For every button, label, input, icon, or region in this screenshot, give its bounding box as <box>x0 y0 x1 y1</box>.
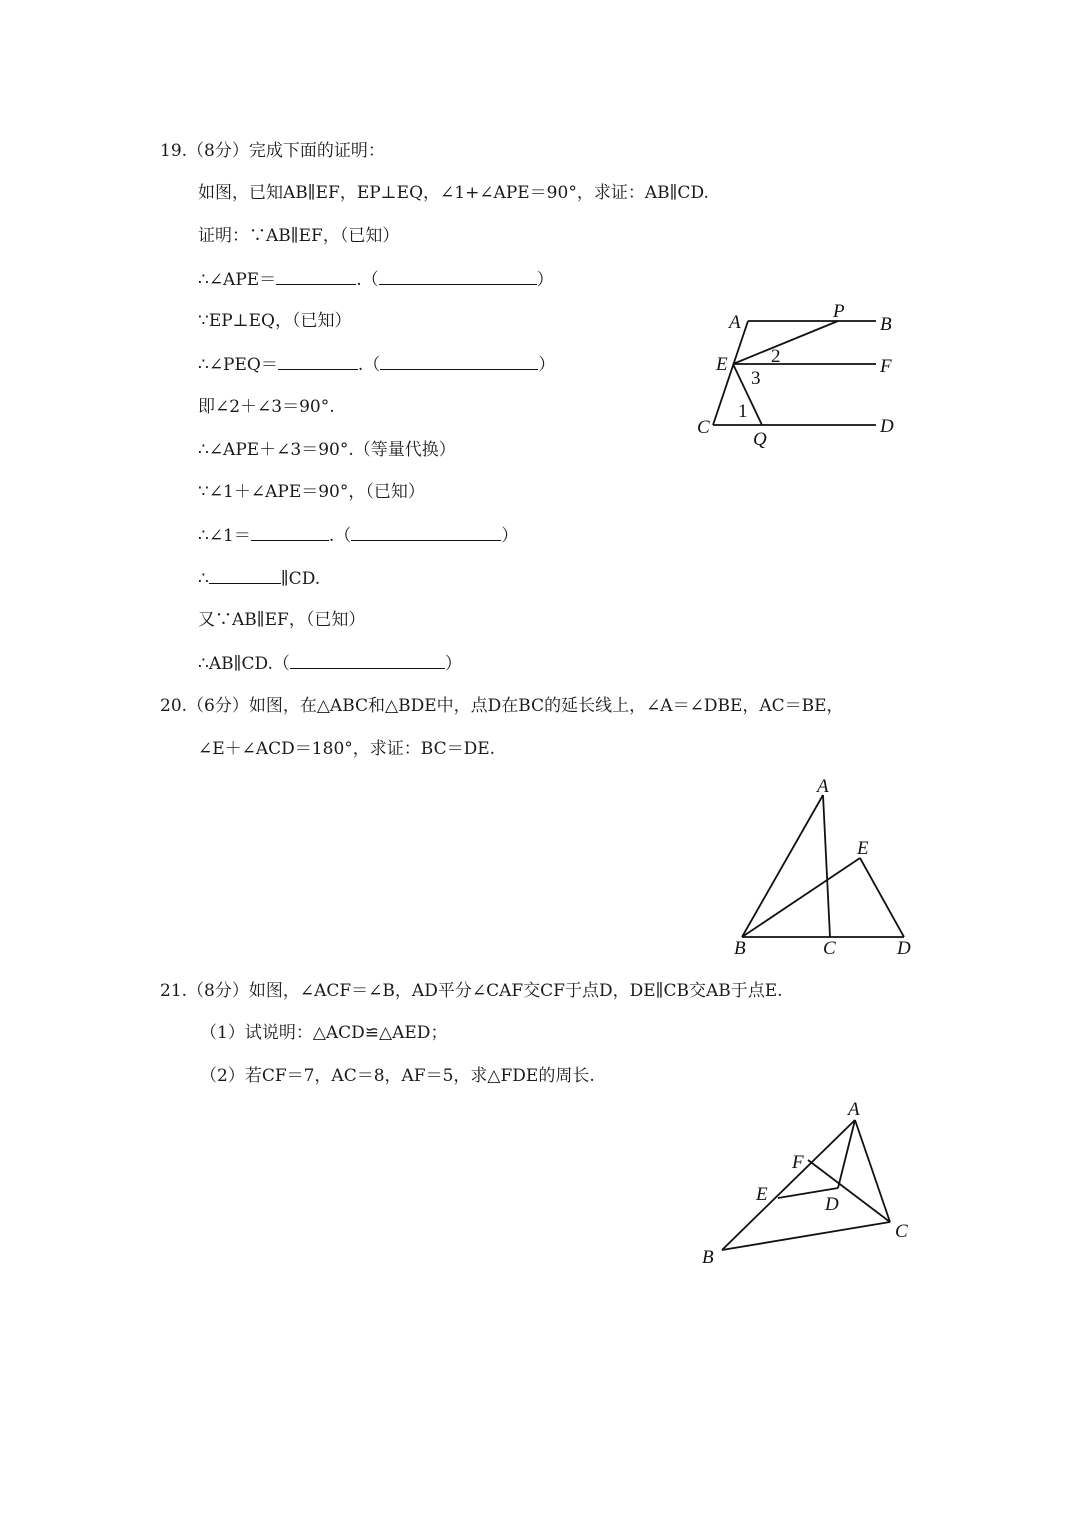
label-b: B <box>702 1247 714 1268</box>
q19-step: ∵EP⊥EQ，（已知） <box>198 311 352 331</box>
step-text: .（ <box>356 270 379 290</box>
label-a: A <box>848 1099 860 1120</box>
q19-step: ∴∠APE＋∠3＝90°.（等量代换） <box>198 440 456 460</box>
step-text: ） <box>444 654 462 674</box>
step-text: ∴∠1＝ <box>198 526 251 546</box>
figure-q20 <box>734 776 911 959</box>
q19-step: ∵∠1＋∠APE＝90°，（已知） <box>198 482 425 502</box>
label-q: Q <box>753 429 767 450</box>
line-ac <box>823 795 830 937</box>
label-angle-3: 3 <box>751 368 761 389</box>
step-text: ∥CD. <box>280 569 321 589</box>
step-text: ） <box>536 270 554 290</box>
label-d: D <box>880 416 894 437</box>
line-ep <box>733 321 838 364</box>
line-be <box>742 858 860 937</box>
q21-part2: （2）若CF＝7，AC＝8，AF＝5，求△FDE的周长. <box>200 1066 595 1086</box>
step-text: .（ <box>357 355 381 375</box>
q21-line1: 21.（8分）如图，∠ACF＝∠B，AD平分∠CAF交CF于点D，DE∥CB交AB于点E. <box>160 981 783 1001</box>
q20-line2: ∠E＋∠ACD＝180°，求证：BC＝DE. <box>198 739 496 759</box>
figure-q21 <box>702 1099 908 1268</box>
line-ad <box>838 1120 855 1188</box>
label-angle-2: 2 <box>771 346 781 367</box>
label-p: P <box>833 301 845 322</box>
q19-step: 证明：∵AB∥EF，（已知） <box>198 226 400 246</box>
label-e: E <box>857 838 869 859</box>
label-e: E <box>756 1184 768 1205</box>
q21-part1: （1）试说明：△ACD≌△AED； <box>200 1023 448 1043</box>
label-e: E <box>716 354 728 375</box>
q20-line1: 20.（6分）如图，在△ABC和△BDE中，点D在BC的延长线上，∠A＝∠DBE，AC＝BE， <box>160 696 844 716</box>
line-ed <box>860 858 904 937</box>
label-a: A <box>729 312 741 333</box>
step-text: ∴AB∥CD.（ <box>198 654 290 674</box>
label-b: B <box>734 938 746 959</box>
label-f: F <box>880 356 892 377</box>
label-c: C <box>895 1221 908 1242</box>
label-a: A <box>817 776 829 797</box>
q19-given: 如图，已知AB∥EF，EP⊥EQ，∠1+∠APE＝90°，求证：AB∥CD. <box>198 183 709 203</box>
label-d: D <box>825 1194 839 1215</box>
q19-step: 又∵AB∥EF，（已知） <box>198 610 366 630</box>
label-c: C <box>823 938 836 959</box>
step-text: ∴∠APE＝ <box>198 270 277 290</box>
figure-q19 <box>697 301 894 450</box>
label-b: B <box>880 314 892 335</box>
step-text: ） <box>501 526 519 546</box>
step-text: .（ <box>328 526 352 546</box>
label-f: F <box>792 1152 804 1173</box>
step-text: ∴∠PEQ＝ <box>198 355 278 375</box>
q19-title: 19.（8分）完成下面的证明： <box>160 141 385 161</box>
label-d: D <box>897 938 911 959</box>
label-angle-1: 1 <box>738 401 748 422</box>
q19-step: 即∠2＋∠3＝90°. <box>198 397 335 417</box>
step-text: ） <box>538 355 556 375</box>
line-ab <box>742 795 823 937</box>
label-c: C <box>697 417 710 438</box>
step-text: ∴ <box>198 569 209 589</box>
line-ac <box>855 1120 890 1222</box>
